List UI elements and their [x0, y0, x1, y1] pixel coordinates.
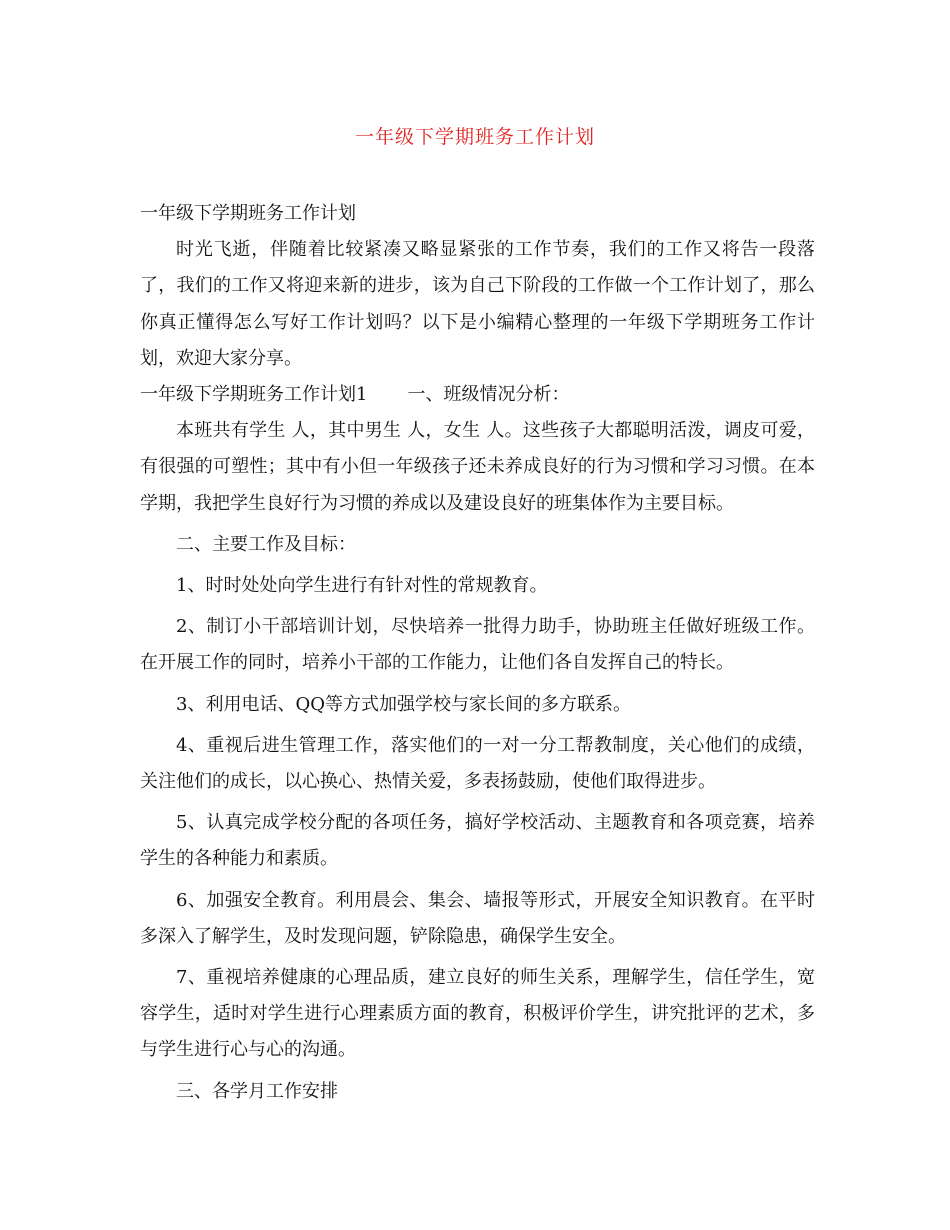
list-item: 3、利用电话、QQ等方式加强学校与家长间的多方联系。	[176, 693, 631, 715]
intro-paragraph: 时光飞逝，伴随着比较紧凑又略显紧张的工作节奏，我们的工作又将告一段落了，我们的工作又将迎来新的进步，该为自己下阶段的工作做一个工作计划了，那么你真正懂得怎么写好工作计划吗？以下是小编精心整理的一年级下学期班务工作计划，欢迎大家分享。	[140, 239, 815, 369]
plan-heading-line	[140, 377, 815, 413]
list-item: 6、加强安全教育。利用晨会、集会、墙报等形式，开展安全知识教育。在平时多深入了解学生，及时发现问题，铲除隐患，确保学生安全。	[140, 889, 815, 947]
section3-heading: 三、各学月工作安排	[176, 1080, 338, 1102]
class-analysis-paragraph: 本班共有学生 人，其中男生 人，女生 人。这些孩子大都聪明活泼，调皮可爱，有很强的可塑性；其中有小但一年级孩子还未养成良好的行为习惯和学习习惯。在本学期，我把学生良好行为习惯的养成以及建设良好的班集体作为主要目标。	[140, 420, 815, 514]
subtitle: 一年级下学期班务工作计划	[140, 203, 356, 224]
section2-heading: 二、主要工作及目标：	[176, 533, 356, 555]
list-item: 5、认真完成学校分配的各项任务，搞好学校活动、主题教育和各项竞赛，培养学生的各种能力和素质。	[140, 812, 815, 870]
section1-heading: 一、班级情况分析：	[407, 384, 570, 406]
document-title: 一年级下学期班务工作计划	[354, 126, 595, 148]
list-item: 4、重视后进生管理工作，落实他们的一对一分工帮教制度，关心他们的成绩，关注他们的成长，以心换心、热情关爱，多表扬鼓励，使他们取得进步。	[140, 734, 815, 793]
document-body	[140, 196, 815, 1110]
list-item: 7、重视培养健康的心理品质，建立良好的师生关系，理解学生，信任学生，宽容学生，适时对学生进行心理素质方面的教育，积极评价学生，讲究批评的艺术，多与学生进行心与心的沟通。	[140, 967, 815, 1061]
list-item: 2、制订小干部培训计划，尽快培养一批得力助手，协助班主任做好班级工作。在开展工作的同时，培养小干部的工作能力，让他们各自发挥自己的特长。	[140, 616, 815, 674]
plan-heading: 一年级下学期班务工作计划1	[140, 384, 368, 406]
list-item: 1、时时处处向学生进行有针对性的常规教育。	[176, 575, 548, 597]
